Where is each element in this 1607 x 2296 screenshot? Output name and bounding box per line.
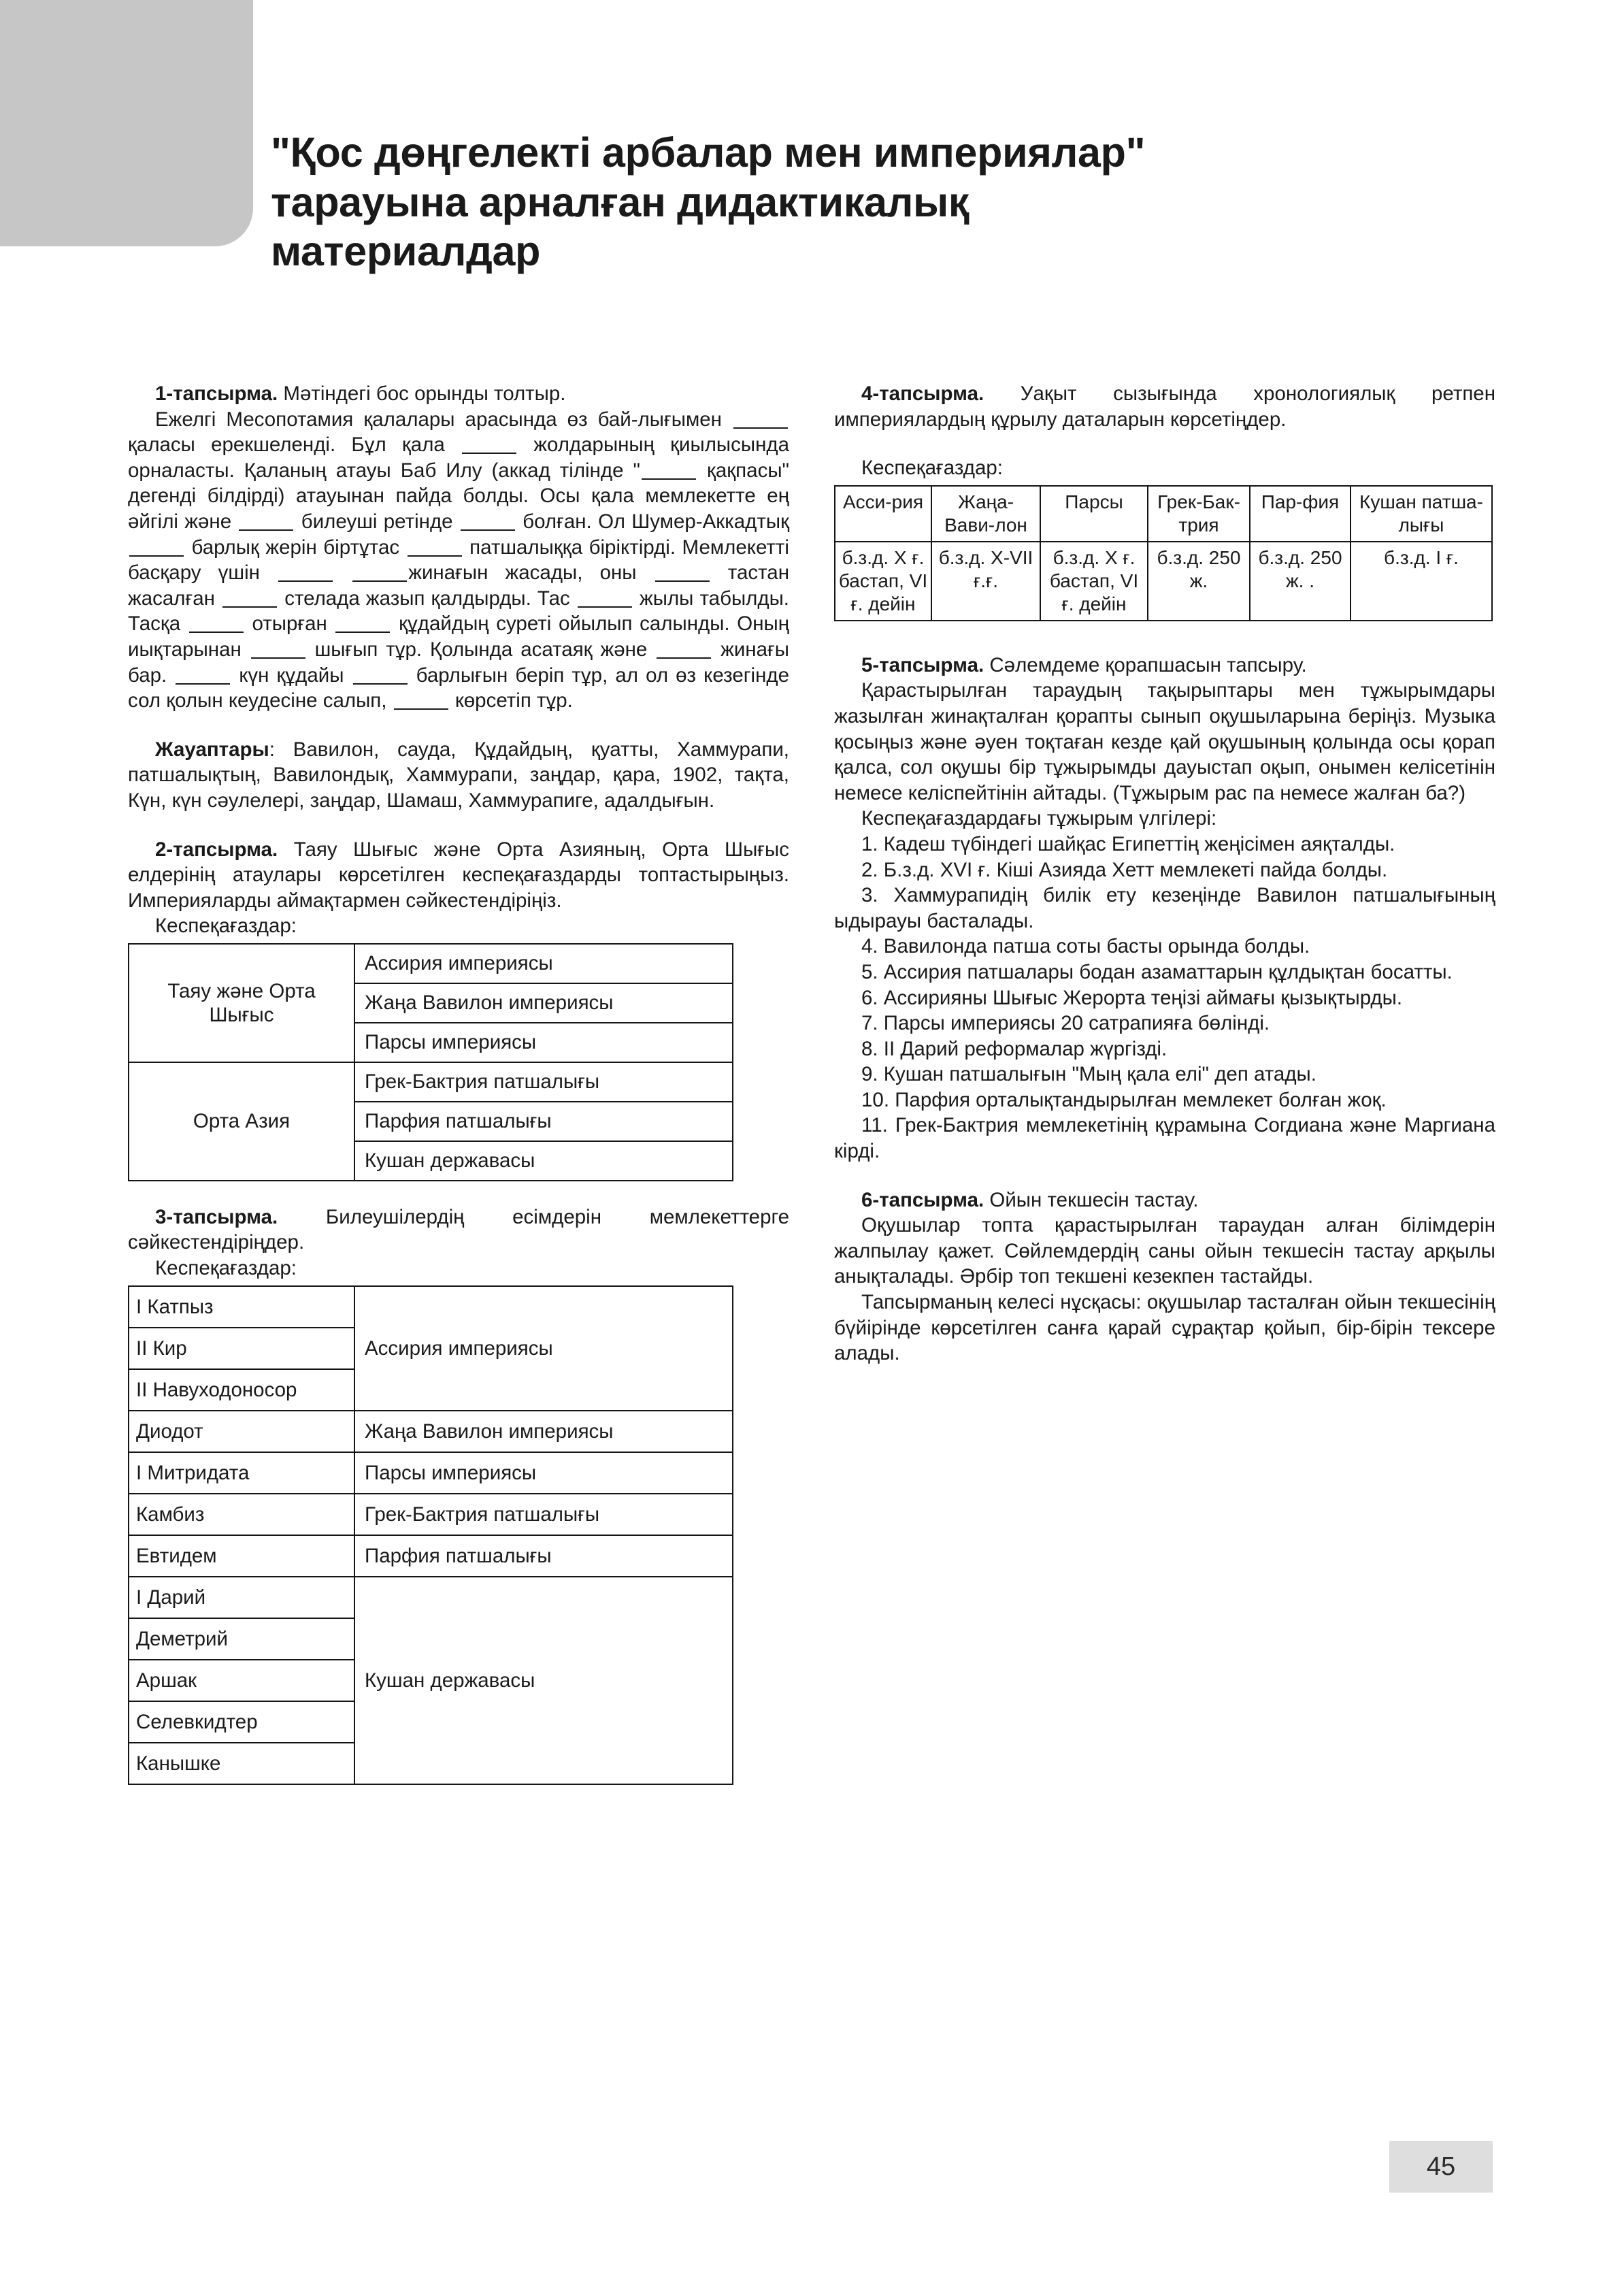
statement-item: 4. Вавилонда патша соты басты орында болды. [861,935,1310,958]
task1-part-9: жинағын жасады, оны [408,561,654,585]
task6-paragraph-1: Оқушылар топта қарастырылған тараудан алған білімдерін жалпылау қажет. Сөйлемдердің саны ойын текшесін тастау арқылы анықталады. Әрбір топ текшені кезекпен тастайды. [834,1214,1495,1288]
task1-answers-list: Вавилон, сауда, Құдайдың, қуатты, Хаммурапи, патшалықтың, Вавилондық, Хаммурапи, заңдар, қара, 1902, тақта, Күн, күн сәулелері, заңдар, Шамаш, Хаммурапиге, адалдығын. [128,738,789,812]
fill-blank[interactable] [239,529,293,531]
chrono-header-cell: Парсы [1040,486,1148,542]
chrono-header-cell: Асси-рия [835,486,931,542]
empire-cell: Кушан державасы [354,1141,733,1181]
fill-blank[interactable] [733,427,788,429]
task6-heading [834,1187,1495,1213]
ruler-cell: I Катпыз [129,1286,354,1328]
fill-blank[interactable] [642,478,696,480]
task1-part-18: барлығын беріп тұр, ал ол өз кезегінде сол қолын кеудесіне салып, [128,663,789,712]
task1-body [128,407,789,714]
table-chronology [834,485,1493,621]
fill-blank[interactable] [222,606,277,608]
table-row [129,1452,733,1494]
task1-part-19: көрсетіп тұр. [449,689,573,712]
task6-label: 6-тапсырма. [861,1188,984,1211]
statement-item: 8. II Дарий реформалар жүргізді. [861,1037,1167,1060]
statement-item: 7. Парсы империясы 20 сатрапияға бөлінді. [861,1012,1270,1035]
state-cell: Грек-Бактрия патшалығы [354,1494,733,1535]
fill-blank[interactable] [353,683,408,685]
page-title [271,128,1427,276]
task3-label: 3-тапсырма. [155,1205,278,1228]
task1-part-6: барлық жерін біртұтас [185,536,406,559]
ruler-cell: Аршак [129,1660,354,1701]
table-row [835,542,1492,621]
task1-label: 1-тапсырма. [155,382,278,405]
task1-answers-label: Жауаптары [155,738,269,761]
fill-blank[interactable] [129,555,184,557]
state-cell: Ассирия империясы [354,1286,733,1411]
table-header-row [835,486,1492,542]
state-cell: Кушан державасы [354,1577,733,1784]
table-regions-empires [128,943,733,1181]
chrono-header-cell: Грек-Бак-трия [1148,486,1250,542]
task5-label: 5-тапсырма. [861,653,984,676]
header-decorative-band [0,0,253,246]
ruler-cell: II Кир [129,1328,354,1369]
ruler-cell: II Навуходоносор [129,1369,354,1411]
fill-blank[interactable] [352,580,407,582]
task1-part-12: жылы табылды. Тасқа [128,587,789,636]
task1-part-2: жолдарының қиылысында орналасты. Қаланың атауы Баб Илу (аккад тілінде " [128,433,789,482]
table-rulers-states [128,1285,733,1785]
task2-label: 2-тапсырма. [155,838,278,861]
statement-item: 3. Хаммурапидің билік ету кезеңінде Вавилон патшалығының ыдырауы басталады. [834,884,1495,932]
ruler-cell: Евтидем [129,1535,354,1577]
task1-answers: Жауаптары: Вавилон, сауда, Құдайдың, қуатты, Хаммурапи, патшалықтың, Вавилондық, Хаммурапи, заңдар, қара, 1902, тақта, Күн, күн сәулелері, заңдар, Шамаш, Хаммурапиге, адалдығын. [128,738,789,812]
statement-item: 6. Ассирияны Шығыс Жерорта теңізі аймағы қызықтырды. [861,986,1403,1009]
fill-blank[interactable] [578,606,632,608]
table-row [129,1062,733,1102]
statement-item: 5. Ассирия патшалары бодан азаматтарын құлдықтан босатты. [861,960,1453,983]
statement-item: 11. Грек-Бактрия мемлекетінің құрамына Согдиана және Маргиана кірді. [834,1114,1495,1163]
empire-cell: Жаңа Вавилон империясы [354,983,733,1023]
statement-item: 10. Парфия орталықтандырылған мемлекет болған жоқ. [861,1088,1387,1111]
task3-heading [128,1204,789,1256]
task1-part-8 [334,561,351,584]
task1-part-13: отырған [244,612,335,636]
fill-blank[interactable] [408,555,462,557]
ruler-cell: Селевкидтер [129,1701,354,1743]
ruler-cell: Камбиз [129,1494,354,1535]
task4-label: 4-тапсырма. [861,382,984,405]
task6-instruction: Ойын текшесін тастау. [989,1188,1199,1211]
fill-blank[interactable] [278,580,333,582]
ruler-cell: Канышке [129,1743,354,1784]
chrono-value-cell: б.з.д. I ғ. [1351,542,1492,621]
task1-instruction: Мәтіндегі бос орынды толтыр. [283,382,566,405]
task2-heading-real [128,837,789,914]
chrono-header-cell: Кушан патша-лығы [1351,486,1492,542]
table-row [129,1577,733,1618]
empire-cell: Грек-Бактрия патшалығы [354,1062,733,1102]
task4-cards-label: Кеспеқағаздар: [861,457,1003,480]
left-column [128,381,789,1785]
fill-blank[interactable] [251,657,305,659]
statement-item: 9. Кушан патшалығын "Мың қала елі" деп атады. [861,1063,1316,1086]
chrono-value-cell: б.з.д. 250 ж. . [1250,542,1351,621]
chrono-value-cell: б.з.д. X-VII ғ.ғ. [931,542,1040,621]
task1-part-0: Ежелгі Месопотамия қалалары арасында өз бай-лығымен [155,408,732,431]
empire-cell: Парсы империясы [354,1023,733,1062]
empire-cell: Ассирия империясы [354,944,733,983]
task1-part-7: патшалыққа біріктірді. Мемлекетті басқару үшін [128,536,789,585]
fill-blank[interactable] [335,632,390,633]
task1-heading [128,381,789,407]
table-row [129,944,733,983]
state-cell: Парфия патшалығы [354,1535,733,1577]
task1-part-5: болған. Ол Шумер-Аккадтық [516,510,789,533]
content-columns [128,381,1495,1785]
page-number-value: 45 [1426,2152,1456,2181]
page-number [1389,2141,1493,2193]
task3-instruction: Билеушілердің есімдерін мемлекеттерге сәйкестендіріңдер. [128,1205,789,1254]
region-cell: Орта Азия [129,1062,354,1181]
task1-part-16: жинағы бар. [128,638,789,687]
task1-part-14: құдайдың суреті ойылып салынды. Оның иықтарынан [128,612,789,661]
task2-instruction: Таяу Шығыс және Орта Азияның, Орта Шығыс елдерінің атаулары көрсетілген кеспеқағаздарды топтастырыңыз. Империяларды аймақтармен сәйкестендіріңіз. [128,838,789,912]
task1-part-17: күн құдайы [231,663,352,687]
state-cell: Жаңа Вавилон империясы [354,1411,733,1452]
ruler-cell: Деметрий [129,1618,354,1660]
fill-blank[interactable] [189,632,244,633]
task2-cards-label: Кеспеқағаздар: [155,915,297,938]
chrono-value-cell: б.з.д. X ғ. бастап, VI ғ. дейін [1040,542,1148,621]
statement-item: 2. Б.з.д. XVI ғ. Кіші Азияда Хетт мемлекеті пайда болды. [861,858,1388,881]
ruler-cell: I Митридата [129,1452,354,1494]
task5-body: Қарастырылған тараудың тақырыптары мен тұжырымдары жазылған жинақталған қорапты сынып оқушыларына беріңіз. Музыка қосыңыз және әуен тоқтаған кезде қай оқушының қолында осы қорап қалса, сол оқушы бір тұжырымды дауыстап оқып, онымен келісетінін немесе келіспейтінін айтады. (Тұжырым рас па немесе жалған ба?) [834,679,1495,804]
table-row [129,1494,733,1535]
task1-part-15: шығып тұр. Қолында асатаяқ және [306,638,656,661]
task5-instruction: Сәлемдеме қорапшасын тапсыру. [989,653,1307,676]
statement-item: 1. Кадеш түбіндегі шайқас Египеттің жеңісімен аяқталды. [861,832,1395,855]
table-row [129,1286,733,1328]
ruler-cell: Диодот [129,1411,354,1452]
chrono-header-cell: Жаңа-Вави-лон [931,486,1040,542]
task1-part-3: қақпасы" дегенді білдірді) атауынан пайда болды. Осы қала мемлекетте ең әйгілі және [128,459,789,533]
task5-samples-label: Кеспеқағаздардағы тұжырым үлгілері: [861,807,1217,830]
table-row [129,1411,733,1452]
table-row [129,1535,733,1577]
fill-blank[interactable] [657,657,711,659]
empire-cell: Парфия патшалығы [354,1102,733,1141]
page-title-line-2: тарауына арналған дидактикалық [271,178,970,225]
task1-part-10: тастан жасалған [128,561,789,610]
task4-instruction: Уақыт сызығында хронологиялық ретпен империялардың құрылу даталарын көрсетіңдер. [834,382,1496,431]
fill-blank[interactable] [176,683,230,685]
right-column [834,381,1495,1366]
state-cell: Парсы империясы [354,1452,733,1494]
chrono-value-cell: б.з.д. 250 ж. [1148,542,1250,621]
chrono-value-cell: б.з.д. X ғ. бастап, VI ғ. дейін [835,542,931,621]
fill-blank[interactable] [462,453,516,454]
page-title-line-3: материалдар [271,228,541,275]
fill-blank[interactable] [394,708,448,710]
task5-heading [834,653,1495,678]
task1-part-1: қаласы ерекшеленді. Бұл қала [128,433,461,457]
fill-blank[interactable] [461,529,515,531]
task3-cards-label: Кеспеқағаздар: [155,1257,297,1280]
task1-part-11: стелада жазып қалдырды. Тас [278,587,576,610]
task1-part-4: билеуші ретінде [295,510,459,533]
fill-blank[interactable] [655,580,710,582]
task4-heading [834,381,1495,432]
region-cell: Таяу және Орта Шығыс [129,944,354,1062]
chrono-header-cell: Пар-фия [1250,486,1351,542]
page-title-line-1: "Қос дөңгелекті арбалар мен империялар" [271,129,1146,176]
task6-paragraph-2: Тапсырманың келесі нұсқасы: оқушылар тасталған ойын текшесінің бүйірінде көрсетілген санға қарай сұрақтар қойып, бір-бірін тексере алады. [834,1291,1495,1365]
ruler-cell: I Дарий [129,1577,354,1618]
